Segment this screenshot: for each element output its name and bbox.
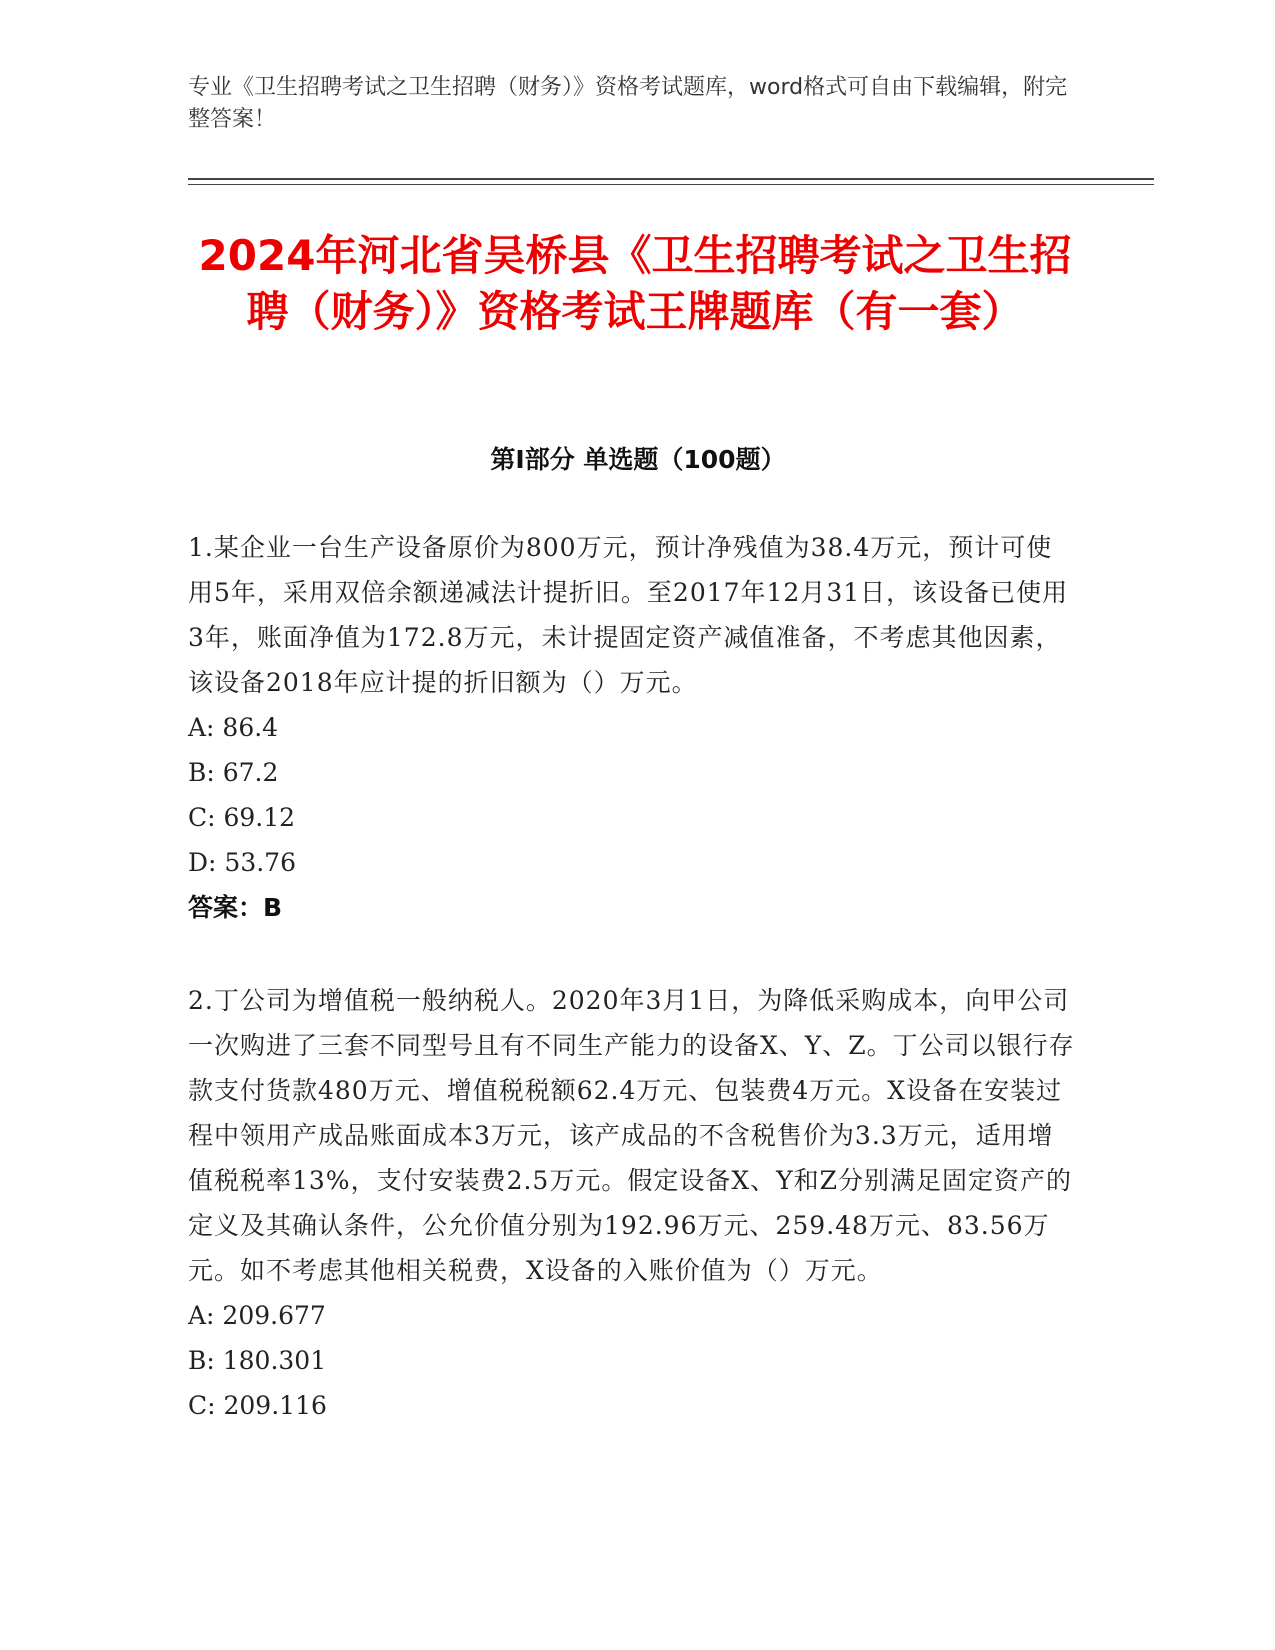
header-divider-thin xyxy=(188,184,1154,185)
answer: 答案：B xyxy=(188,893,283,922)
question-1 xyxy=(188,525,1078,930)
document-title: 2024年河北省吴桥县《卫生招聘考试之卫生招聘（财务）》资格考试王牌题库（有一套） xyxy=(198,231,1072,336)
section-title: 第I部分 单选题（100题） xyxy=(490,445,786,474)
header-note: 专业《卫生招聘考试之卫生招聘（财务）》资格考试题库，word格式可自由下载编辑，附完整答案！ xyxy=(188,75,1068,132)
question-stem: 2.丁公司为增值税一般纳税人。2020年3月1日，为降低采购成本，向甲公司一次购进了三套不同型号且有不同生产能力的设备X、Y、Z。丁公司以银行存款支付货款480万元、增值税税额62.4万元、包装费4万元。X设备在安装过程中领用产成品账面成本3万元，该产成品的不含税售价为3.3万元，适用增值税税率13%，支付安装费2.5万元。假定设备X、Y和Z分别满足固定资产的定义及其确认条件，公允价值分别为192.96万元、259.48万元、83.56万元。如不考虑其他相关税费，X设备的入账价值为（）万元。 xyxy=(188,986,1075,1285)
header-divider xyxy=(188,178,1154,180)
option-b: B: 180.301 xyxy=(188,1346,327,1375)
option-d: D: 53.76 xyxy=(188,848,296,877)
option-c: C: 69.12 xyxy=(188,803,296,832)
option-a: A: 209.677 xyxy=(188,1301,326,1330)
option-a: A: 86.4 xyxy=(188,713,279,742)
question-2 xyxy=(188,978,1078,1428)
question-stem: 1.某企业一台生产设备原价为800万元，预计净残值为38.4万元，预计可使用5年，采用双倍余额递减法计提折旧。至2017年12月31日，该设备已使用3年，账面净值为172.8万元，未计提固定资产减值准备，不考虑其他因素，该设备2018年应计提的折旧额为（）万元。 xyxy=(188,533,1069,697)
option-c: C: 209.116 xyxy=(188,1391,327,1420)
option-b: B: 67.2 xyxy=(188,758,279,787)
